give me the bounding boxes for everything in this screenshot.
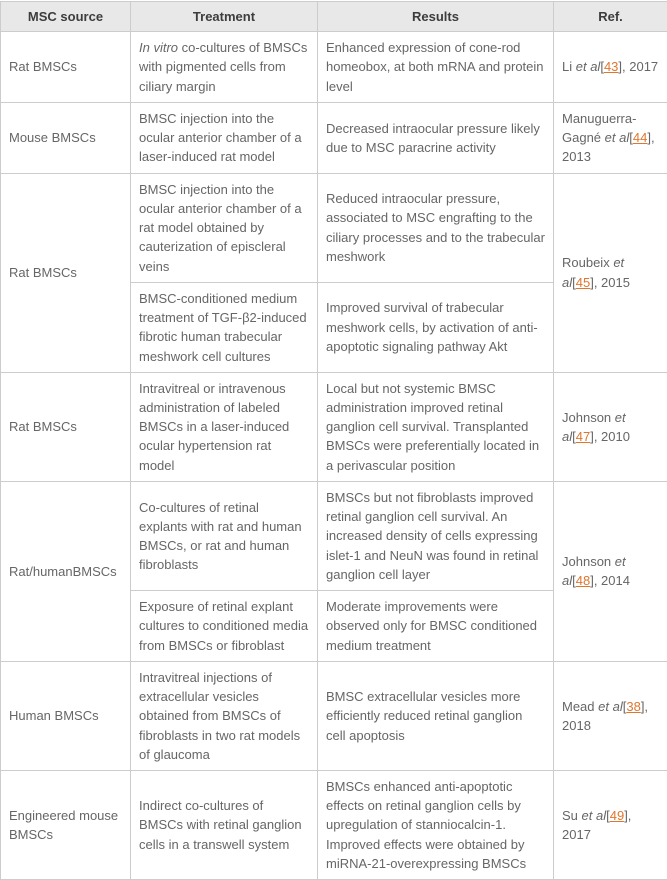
treatment-cell: Exposure of retinal explant cultures to conditioned media from BMSCs or fibroblast — [131, 591, 318, 662]
column-header-results: Results — [318, 2, 554, 32]
results-cell: BMSCs but not fibroblasts improved retinal ganglion cell survival. An increased density of cells expressing islet-1 and NeuN was found in retinal ganglion cell layer — [318, 481, 554, 590]
ref-cell: Li et al[43], 2017 — [554, 32, 667, 103]
ref-link-48[interactable]: 48 — [576, 573, 590, 588]
italic-text: et al — [598, 699, 623, 714]
results-cell: BMSCs enhanced anti-apoptotic effects on retinal ganglion cells by upregulation of stanniocalcin-1. Improved effects were obtained by miRNA-21-overexpressing BMSCs — [318, 770, 554, 879]
ref-link-47[interactable]: 47 — [576, 429, 590, 444]
source-cell: Rat/humanBMSCs — [1, 481, 131, 661]
column-header-ref: Ref. — [554, 2, 667, 32]
results-cell: Enhanced expression of cone-rod homeobox, at both mRNA and protein level — [318, 32, 554, 103]
results-cell: BMSC extracellular vesicles more efficiently reduced retinal ganglion cell apoptosis — [318, 661, 554, 770]
table-row — [1, 102, 667, 173]
results-cell: Reduced intraocular pressure, associated to MSC engrafting to the ciliary processes and to the trabecular meshwork — [318, 173, 554, 282]
ref-cell: Su et al[49], 2017 — [554, 770, 667, 879]
column-header-treatment: Treatment — [131, 2, 318, 32]
italic-text: et al — [562, 554, 626, 588]
italic-text: et al — [576, 59, 601, 74]
table-row — [1, 32, 667, 103]
ref-link-43[interactable]: 43 — [604, 59, 618, 74]
source-cell: Human BMSCs — [1, 661, 131, 770]
ref-link-38[interactable]: 38 — [626, 699, 640, 714]
table-row — [1, 372, 667, 481]
italic-text: et al — [562, 410, 626, 444]
italic-text: et al — [582, 808, 607, 823]
ref-cell: Johnson et al[48], 2014 — [554, 481, 667, 661]
treatment-cell: In vitro co-cultures of BMSCs with pigmented cells from ciliary margin — [131, 32, 318, 103]
ref-cell: Roubeix et al[45], 2015 — [554, 173, 667, 372]
ref-cell: Johnson et al[47], 2010 — [554, 372, 667, 481]
results-cell: Decreased intraocular pressure likely due to MSC paracrine activity — [318, 102, 554, 173]
italic-text: In vitro — [139, 40, 178, 55]
treatment-cell: Intravitreal injections of extracellular vesicles obtained from BMSCs of fibroblasts in two rat models of glaucoma — [131, 661, 318, 770]
ref-cell: Manuguerra-Gagné et al[44], 2013 — [554, 102, 667, 173]
table-header — [1, 2, 667, 32]
treatment-cell: BMSC-conditioned medium treatment of TGF-β2-induced fibrotic human trabecular meshwork cell cultures — [131, 282, 318, 372]
source-cell: Rat BMSCs — [1, 372, 131, 481]
table-row — [1, 481, 667, 590]
source-cell: Engineered mouse BMSCs — [1, 770, 131, 879]
source-cell: Rat BMSCs — [1, 32, 131, 103]
table-row — [1, 661, 667, 770]
treatment-cell: Indirect co-cultures of BMSCs with retinal ganglion cells in a transwell system — [131, 770, 318, 879]
msc-studies-table — [0, 1, 667, 880]
ref-link-44[interactable]: 44 — [633, 130, 647, 145]
results-cell: Moderate improvements were observed only for BMSC conditioned medium treatment — [318, 591, 554, 662]
treatment-cell: BMSC injection into the ocular anterior chamber of a laser-induced rat model — [131, 102, 318, 173]
table-row — [1, 770, 667, 879]
table-row — [1, 173, 667, 282]
treatment-cell: BMSC injection into the ocular anterior chamber of a rat model obtained by cauterization of episcleral veins — [131, 173, 318, 282]
results-cell: Local but not systemic BMSC administration improved retinal ganglion cell survival. Transplanted BMSCs were preferentially located in a perivascular position — [318, 372, 554, 481]
source-cell: Mouse BMSCs — [1, 102, 131, 173]
ref-cell: Mead et al[38], 2018 — [554, 661, 667, 770]
italic-text: et al — [562, 255, 624, 289]
ref-link-49[interactable]: 49 — [610, 808, 624, 823]
header-row — [1, 2, 667, 32]
italic-text: et al — [605, 130, 630, 145]
ref-link-45[interactable]: 45 — [576, 275, 590, 290]
column-header-source: MSC source — [1, 2, 131, 32]
treatment-cell: Intravitreal or intravenous administration of labeled BMSCs in a laser-induced ocular hypertension rat model — [131, 372, 318, 481]
table-body — [1, 32, 667, 880]
source-cell: Rat BMSCs — [1, 173, 131, 372]
treatment-cell: Co-cultures of retinal explants with rat and human BMSCs, or rat and human fibroblasts — [131, 481, 318, 590]
results-cell: Improved survival of trabecular meshwork cells, by activation of anti-apoptotic signaling pathway Akt — [318, 282, 554, 372]
